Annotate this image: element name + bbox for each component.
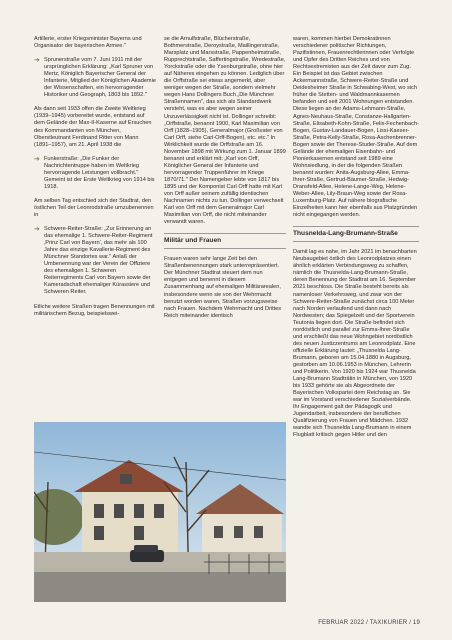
- paragraph: Als dann seit 1933 offen die Zweite Weltkrieg (1939–1945) vorbereitet wurde, entstand auf dem Gelände der Max-II-Kaserne auf Ersuchen des Kommandanten von München, Oberstleutnant Ferdinand Ritter von Mann (1891–1957), am 21. April 1938 die: [34, 106, 152, 148]
- column-1: [34, 36, 156, 325]
- paragraph: se die Arnulfstraße, Blücherstraße, Bothmerstraße, Deroystraße, Maillingerstraße, Marsplatz und Marsstraße, Pappenheimstraße, Rupprechtstraße, Saffertingstraße, Wredestraße, Yorckstraße oder die Ysenburgstraße, ohne hier auf Näheres eingehen zu können. Lediglich über die Orffstraße sei etwas angemerkt, aber weniger wegen der Straße, sondern vielmehr wegen Hans Dollingers Buch „Die Münchner Straßennamen", das sich als Standardwerk versteht, was es aber wegen seiner Unzuverlässigkeit nicht ist. Dollinger schreibt: „Orffstraße, benannt 1900, Karl Maximilian von Orff (1828–1905), Generalmajor (Großvater von Carl Orff, siehe Carl-Orff-Bogen), etc. etc." In Wirklichkeit wurde die Orffstraße am 16. November 1898 mit Wirkung zum 1. Januar 1899 benannt und erklärt mit: „Karl von Orff, Königlicher General der Infanterie und hervorragender Truppenführer im Kriege 1870/71." Der Namengeber lebte von 1817 bis 1895 und der Komponist Carl Orff hatte mit Karl von Orff außer seinem zufällig identischen Nachnamen nichts zu tun. Dollinger verwechselt Karl von Orff mit dem Generalmajor Carl Maximilian von Orff, die nicht miteinander verwandt waren.: [164, 36, 286, 226]
- bullet-text: Sprunerstraße vom 7. Juni 1911 mit der ursprünglichen Erklärung: „Karl Spruner von Mertz, Königlich Bayerischer General der Infanterie, Mitglied der Königlichen Akademie der Wissenschaften, ein hervorragender Historiker und Geograph, 1803 bis 1892.": [44, 57, 156, 99]
- page-footer: FEBRUAR 2022 / TAXIKURIER / 19: [318, 620, 420, 626]
- paragraph: Damit lag es nahe, im Jahr 2021 im benachbarten Neubaugebiet östlich des Leonrodplatzes einen ähnlich erklärten Verbindungsweg zu schaffen, nämlich die Thusnelda-Lang-Brumann-Straße, deren Benennung der Stadtrat am 16. September 2021 beschloss. Die Straße besteht bereits als namenloser Verkehrsweg, und zwar von der Schwere-Reiter-Straße zunächst circa 100 Meter nach Norden verlaufend und dann nach Nordwesten; das Spiegelzelt und der Sportverein Teutonia liegen dort. Die Straße befindet sich nordöstlich und parallel zur Emma-Ihrer-Straße und erschließt das neue Wohngebiet nordöstlich des neuen Justizzentrums am Leonrodplatz. Eine offizielle Erklärung lautet: „Thusnelda Lang-Brumann, geboren am 15.04.1880 in Augsburg, gestorben am 10.06.1953 in München, Lehrerin und Politikerin. Von 1920 bis 1924 war Thusnelda Lang-Brumann Stadträtin in München, von 1920 bis 1933 gehörte sie als Abgeordnete der Bayerischen Volkspartei dem Reichstag an. Sie war im Vorstand verschiedener Sozialverbände. Ihr Engagement galt der Pädagogik und Jugendarbeit, insbesondere der beruflichen Qualifizierung von Frauen und Mädchen. 1932 wandte sich Thusnelda Lang-Brumann in einem Flugblatt kritisch gegen Hitler und den: [293, 249, 417, 439]
- paragraph: Etliche weitere Straßen tragen Benennungen mit militärischem Bezug, beispielswei-: [34, 303, 155, 317]
- paragraph: Am selben Tag entschied sich der Stadtrat, den östlichen Teil der Leonrodstraße umzubenennen in: [34, 197, 154, 218]
- section-heading-militaer-und-frauen: Militär und Frauen: [164, 233, 286, 249]
- arrow-icon: ➔: [34, 57, 40, 65]
- column-3: [293, 36, 419, 446]
- street-photo: [34, 422, 286, 602]
- bullet-text: Schwere-Reiter-Straße: „Zur Erinnerung an das ehemalige 1. Schwere-Reiter-Regiment ‚Prinz Carl von Bayern', das mehr als 100 Jahre das einzige Kavallerie-Regiment des Münchner Standortes war." Anlaß der Umbenennung war der Verein der Offiziere des ehemaligen 1. Schweren Reiterregiments Carl von Bayern sowie der Kameradschaft ehemaliger Kürassiere und Schweren Reiter.: [44, 226, 153, 296]
- paragraph: Artillerie, erster Kriegsminister Bayerns und Organisator der bayerischen Armee.": [34, 36, 142, 50]
- column-2: [164, 36, 286, 327]
- bullet-funkerstrasse: [34, 156, 156, 191]
- bullet-text: Funkerstraße: „Die Funker der Nachrichtentruppe haben im Weltkrieg hervorragende Leistungen vollbracht." Gemeint ist der Erste Weltkrieg von 1914 bis 1918.: [44, 155, 155, 190]
- section-heading-thusnelda: Thusnelda-Lang-Brumann-Straße: [293, 226, 419, 242]
- paragraph: Frauen waren sehr lange Zeit bei den Straßenbenennungen stark unterrepräsentiert. Der Münchner Stadtrat steuert dem nun entgegen und benennt in diesem Zusammenhang auf ehemaligen Militärarealen, insbesondere wenn sie von der Wehrmacht benutzt worden waren, Straßen vorzugsweise nach Frauen. Nachdem Wehrmacht und Drittes Reich miteinander identisch: [164, 256, 282, 319]
- arrow-icon: ➔: [34, 226, 40, 234]
- bullet-schwere-reiter-strasse: [34, 226, 156, 296]
- paragraph: waren, kommen hierbei Demokratinnen verschiedener politischer Richtungen, Pazifistinnen, Frauenrechtlerinnen oder Verfolgte und Opfer des Dritten Reiches und von Rechtsextremisten aus der Zeit davor zum Zug. Ein Beispiel ist das Gebiet zwischen Ackermannstraße, Schwere-Reiter-Straße und Deidesheimer Straße in Schwabing-West, wo sich früher die Stetten- und Waldmannkasernen befanden und seit 2001 Wohnungen entstanden. Diese liegen an der Adams-Lehmann-Straße, Agnes-Neuhaus-Straße, Constanze-Hallgarten-Straße, Elisabeth-Kohn-Straße, Felix-Fechenbach-Bogen, Gustav-Landauer-Bogen, Lissi-Kaeser-Straße, Petra-Kelly-Straße, Rosa-Aschenbrenner-Bogen sowie der Therese-Studer-Straße. Auf dem Gelände der ehemaligen Eisenbahn- und Pionierkasernen entstand seit 1989 eine Wohnsiedlung, in der die folgenden Straßen benannt wurden: Anita-Augsburg-Allee, Emma-Ihrer-Straße, Gertrud-Bäumer-Straße, Hedwig-Dransfeld-Allee, Helene-Lange-Weg, Helene-Weber-Allee, Lily-Braun-Weg sowie der Rosa-Luxemburg-Platz. Auf nähere biografische Einzelheiten kann hier ebenfalls aus Platzgründen nicht eingegangen werden.: [293, 36, 419, 219]
- photo-illustration: [34, 422, 286, 602]
- arrow-icon: ➔: [34, 155, 40, 163]
- bullet-sprunerstrasse: [34, 57, 156, 99]
